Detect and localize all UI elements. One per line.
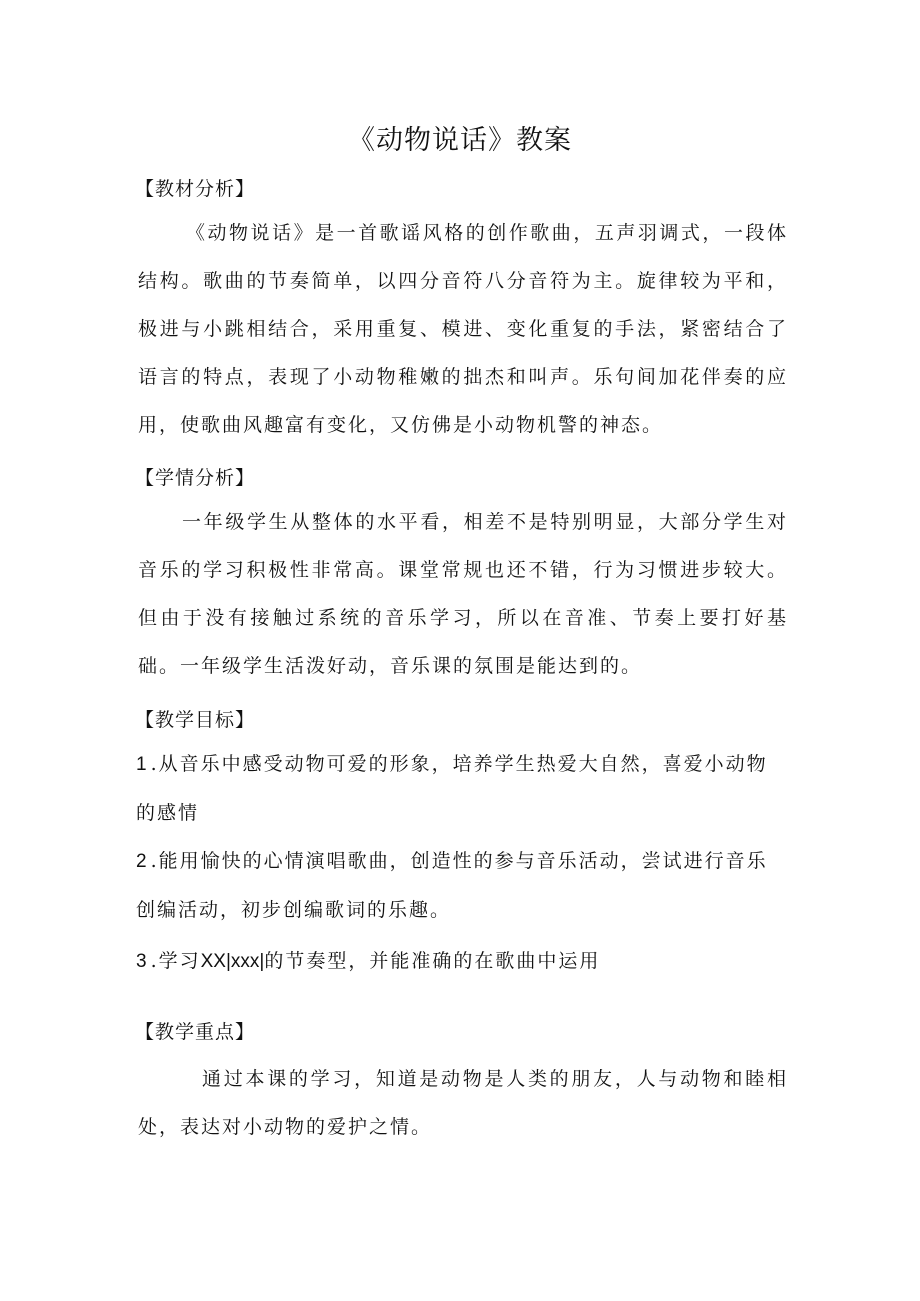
heading-teaching-goals: 【教学目标】 (135, 709, 256, 731)
material-analysis-paragraph: 《动物说话》是一首歌谣风格的创作歌曲，五声羽调式，一段体结构。歌曲的节奏简单，以四分音符八分音符为主。旋律较为平和，极进与小跳相结合，采用重复、模进、变化重复的手法，紧密结合了语言的特点，表现了小动物稚嫩的拙杰和叫声。乐句间加花伴奏的应用，使歌曲风趣富有变化，又仿佛是小动物机警的神态。 (138, 222, 788, 436)
goal-item-3 (136, 937, 786, 986)
rhythm-pattern: XX|xxx| (200, 951, 265, 972)
goal-item-number: 3 (136, 951, 147, 972)
goal-item-number: 2 (136, 851, 147, 872)
goal-item-text-post: 的节奏型，并能准确的在歌曲中运用 (264, 950, 601, 972)
goal-item-1 (136, 740, 786, 837)
heading-student-analysis: 【学情分析】 (135, 467, 256, 489)
goal-item-text: .能用愉快的心情演唱歌曲，创造性的参与音乐活动，尝试进行音乐创编活动，初步创编歌词的乐趣。 (136, 850, 768, 921)
goal-item-2 (136, 837, 786, 934)
goal-item-number: 1 (136, 754, 147, 775)
goal-item-text: .从音乐中感受动物可爱的形象，培养学生热爱大自然，喜爱小动物的感情 (136, 753, 768, 824)
document-title: 《动物说话》教案 (348, 125, 572, 156)
student-analysis-paragraph: 一年级学生从整体的水平看，相差不是特别明显，大部分学生对音乐的学习积极性非常高。课堂常规也还不错，行为习惯进步较大。但由于没有接触过系统的音乐学习，所以在音准、节奏上要打好基础。一年级学生活泼好动，音乐课的氛围是能达到的。 (138, 511, 788, 677)
goal-item-text-pre: .学习 (150, 950, 201, 972)
heading-teaching-focus: 【教学重点】 (135, 1021, 256, 1043)
heading-material-analysis: 【教材分析】 (135, 178, 256, 200)
teaching-focus-paragraph: 通过本课的学习，知道是动物是人类的朋友，人与动物和睦相处，表达对小动物的爱护之情。 (138, 1068, 788, 1138)
